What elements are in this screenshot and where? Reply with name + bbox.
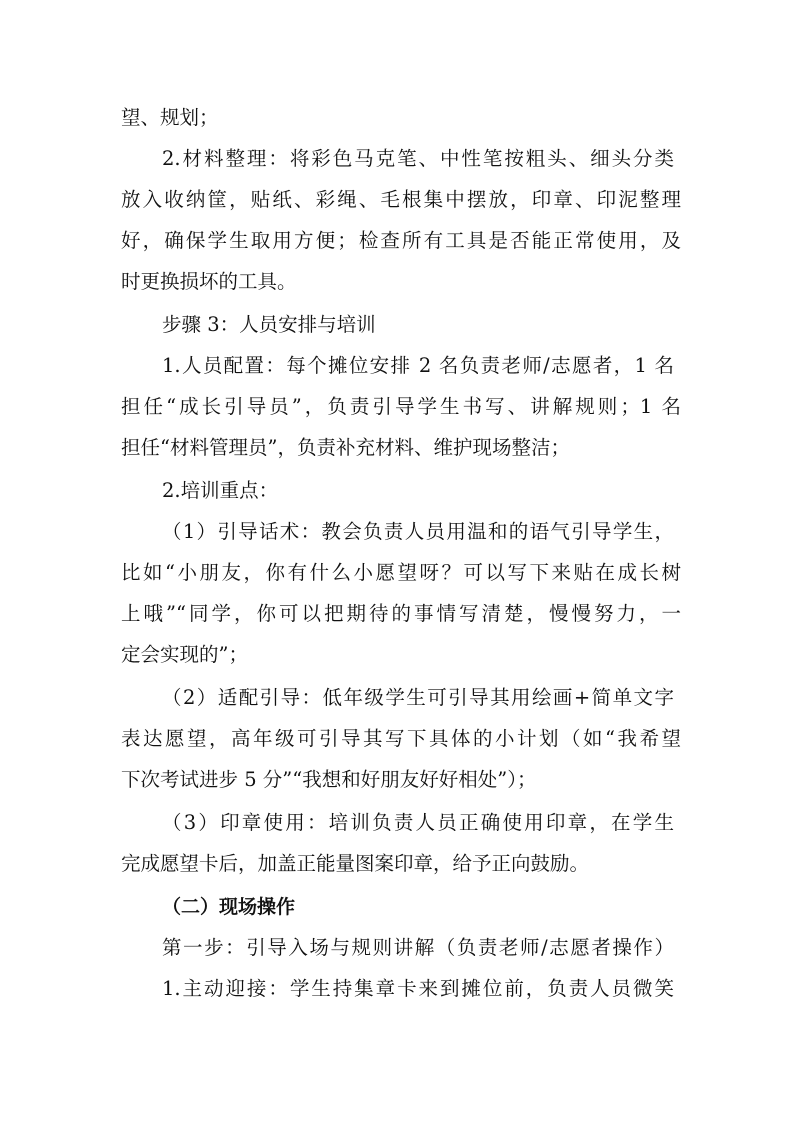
text-line: 2.材料整理：将彩色马克笔、中性笔按粗头、细头分类 [162,147,674,170]
text-line: 望、规划； [121,106,219,129]
text-line: （2）适配引导：低年级学生可引导其用绘画+简单文字 [162,686,674,709]
text-line: 好，确保学生取用方便；检查所有工具是否能正常使用，及 [121,229,681,252]
text-line: 下次考试进步 5 分”“我想和好朋友好好相处”）； [121,768,537,791]
text-line: 第一步：引导入场与规则讲解（负责老师/志愿者操作） [162,936,674,959]
text-line: （3）印章使用：培训负责人员正确使用印章，在学生 [162,811,674,834]
text-line: 1.人员配置：每个摊位安排 2 名负责老师/志愿者，1 名 [162,354,674,377]
text-line: 上哦”“同学，你可以把期待的事情写清楚，慢慢努力，一 [121,602,681,625]
step-heading: 步骤 3：人员安排与培训 [162,313,376,336]
text-line: 2.培训重点： [162,479,279,502]
text-line: 表达愿望，高年级可引导其写下具体的小计划（如“我希望 [121,727,681,750]
text-line: （1）引导话术：教会负责人员用温和的语气引导学生， [162,520,674,543]
text-line: 完成愿望卡后，加盖正能量图案印章，给予正向鼓励。 [121,852,590,875]
text-line: 比如“小朋友，你有什么小愿望呀？可以写下来贴在成长树 [121,561,681,584]
text-line: 放入收纳筐，贴纸、彩绳、毛根集中摆放，印章、印泥整理 [121,188,681,211]
text-line: 定会实现的”； [121,643,248,666]
text-line: 1.主动迎接：学生持集章卡来到摊位前，负责人员微笑 [162,977,674,1000]
text-line: 时更换损坏的工具。 [121,270,297,293]
text-line: 担任“成长引导员”，负责引导学生书写、讲解规则；1 名 [121,395,681,418]
section-heading: （二）现场操作 [162,896,296,918]
text-line: 担任“材料管理员”，负责补充材料、维护现场整洁； [121,436,570,459]
